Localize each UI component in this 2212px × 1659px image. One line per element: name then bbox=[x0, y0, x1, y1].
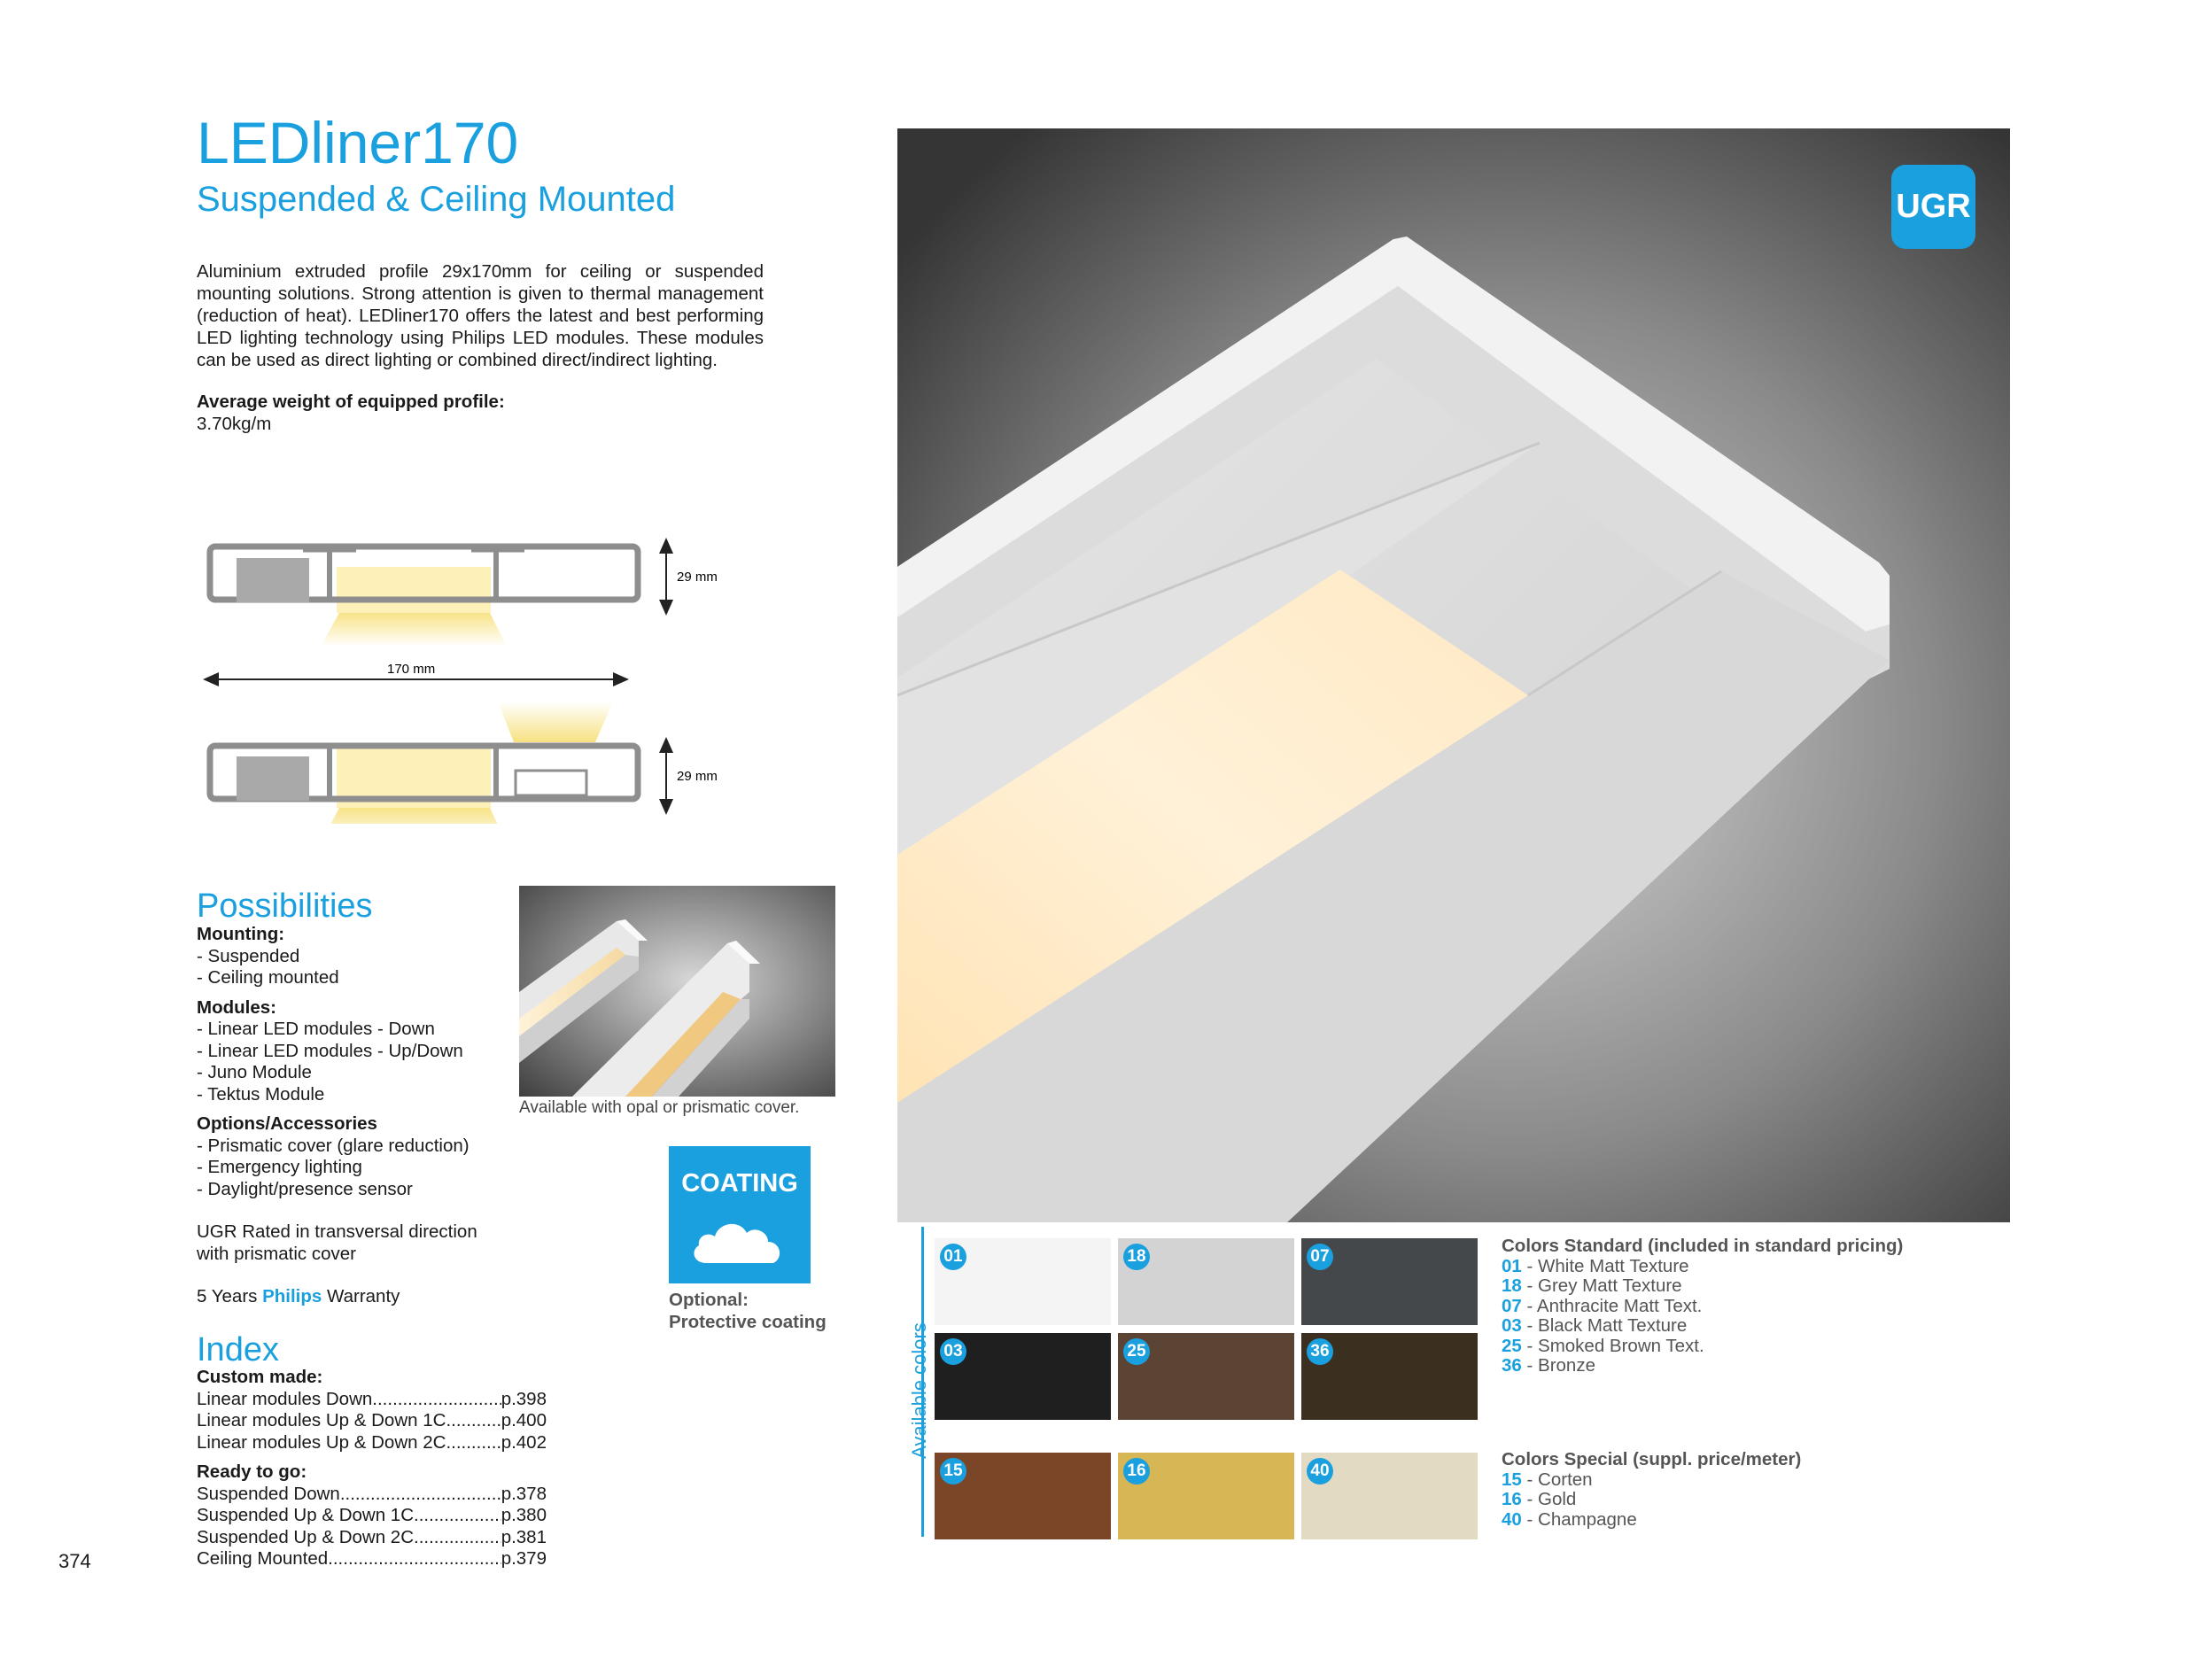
color-swatch bbox=[1118, 1453, 1294, 1539]
options-label: Options/Accessories bbox=[197, 1113, 377, 1134]
swatch-code-badge: 07 bbox=[1307, 1244, 1333, 1270]
coating-note-line-2: Protective coating bbox=[669, 1311, 827, 1332]
legend-item: 40 - Champagne bbox=[1502, 1508, 1637, 1530]
profile-down-drawing bbox=[210, 547, 638, 647]
swatch-code-badge: 18 bbox=[1123, 1244, 1150, 1270]
weight-value: 3.70kg/m bbox=[197, 413, 272, 434]
height-dimension-2: 29 mm bbox=[677, 769, 718, 784]
swatch-code-badge: 25 bbox=[1123, 1338, 1150, 1365]
color-swatch bbox=[935, 1238, 1111, 1325]
colors-standard-legend bbox=[1502, 1236, 1962, 1376]
mounting-label: Mounting: bbox=[197, 924, 285, 944]
legend-item: 15 - Corten bbox=[1502, 1469, 1593, 1490]
ugr-note-line-1: UGR Rated in transversal direction bbox=[197, 1221, 477, 1242]
width-dimension: 170 mm bbox=[387, 662, 436, 677]
available-colors-label: Available colors bbox=[908, 1322, 930, 1459]
possibilities-heading: Possibilities bbox=[197, 888, 373, 925]
legend-item: 16 - Gold bbox=[1502, 1489, 1577, 1509]
color-swatch bbox=[1301, 1238, 1478, 1325]
driver-box bbox=[237, 558, 309, 602]
list-item: - Daylight/presence sensor bbox=[197, 1178, 413, 1199]
color-swatch bbox=[1118, 1238, 1294, 1325]
list-item: - Tektus Module bbox=[197, 1083, 325, 1105]
color-swatch bbox=[1301, 1333, 1478, 1420]
ready-to-go-label: Ready to go: bbox=[197, 1461, 307, 1482]
led-glow-up bbox=[498, 702, 613, 742]
coating-badge-label: COATING bbox=[681, 1169, 798, 1198]
swatch-code-badge: 03 bbox=[940, 1338, 966, 1365]
small-product-photo bbox=[519, 886, 835, 1097]
page-number: 374 bbox=[58, 1550, 91, 1572]
ugr-badge: UGR bbox=[1891, 165, 1975, 249]
list-item: - Emergency lighting bbox=[197, 1157, 362, 1177]
index-entry: Suspended Up & Down 2C ..... p.381 bbox=[197, 1527, 547, 1549]
modules-label: Modules: bbox=[197, 996, 276, 1018]
colors-special-heading: Colors Special (suppl. price/meter) bbox=[1502, 1449, 1802, 1469]
philips-brand: Philips bbox=[262, 1286, 322, 1306]
legend-item: 03 - Black Matt Texture bbox=[1502, 1315, 1688, 1336]
swatch-code-badge: 01 bbox=[940, 1244, 966, 1270]
color-swatch bbox=[1118, 1333, 1294, 1420]
legend-item: 36 - Bronze bbox=[1502, 1355, 1595, 1376]
height-dimension-1: 29 mm bbox=[677, 570, 718, 585]
coating-badge bbox=[669, 1146, 811, 1283]
coating-note-line-1: Optional: bbox=[669, 1290, 749, 1310]
colors-special-legend bbox=[1502, 1450, 1962, 1530]
list-item: - Ceiling mounted bbox=[197, 967, 339, 988]
main-product-photo bbox=[897, 128, 2010, 1222]
small-photo-caption: Available with opal or prismatic cover. bbox=[519, 1098, 800, 1117]
list-item: - Linear LED modules - Up/Down bbox=[197, 1040, 463, 1061]
product-subtitle: Suspended & Ceiling Mounted bbox=[197, 180, 676, 219]
swatch-code-badge: 15 bbox=[940, 1458, 966, 1485]
index-entry: Ceiling Mounted ..... p.379 bbox=[197, 1548, 547, 1570]
led-glow-down bbox=[321, 611, 507, 647]
swatch-code-badge: 36 bbox=[1307, 1338, 1333, 1365]
swatch-code-badge: 40 bbox=[1307, 1458, 1333, 1485]
list-item: - Linear LED modules - Down bbox=[197, 1019, 435, 1039]
index-entry: Suspended Up & Down 1C ..... p.380 bbox=[197, 1505, 547, 1527]
list-item: - Juno Module bbox=[197, 1062, 312, 1082]
led-glow-down-2 bbox=[321, 806, 507, 824]
index-entry: Suspended Down ..... p.378 bbox=[197, 1484, 547, 1506]
possibilities-list bbox=[197, 924, 516, 1308]
product-description: Aluminium extruded profile 29x170mm for ceiling or suspended mounting solutions. Strong attention is given to thermal management (reduction of heat). LEDliner170 offers the latest and best performing LED lighting technology using Philips LED modules. These modules can be used as direct lighting or combined direct/indirect lighting. bbox=[197, 261, 764, 370]
profile-up-down-drawing bbox=[210, 702, 638, 824]
cloud-icon bbox=[687, 1208, 793, 1270]
warranty-note: 5 Years Philips Warranty bbox=[197, 1286, 400, 1306]
ugr-note-line-2: with prismatic cover bbox=[197, 1243, 356, 1264]
index-entry: Linear modules Up & Down 2C ..... p.402 bbox=[197, 1432, 547, 1454]
list-item: - Suspended bbox=[197, 945, 300, 966]
weight-label: Average weight of equipped profile: bbox=[197, 391, 505, 412]
legend-item: 07 - Anthracite Matt Text. bbox=[1502, 1295, 1703, 1316]
index-entry: Linear modules Up & Down 1C ..... p.400 bbox=[197, 1410, 547, 1432]
product-title: LEDliner170 bbox=[197, 110, 519, 175]
index-list bbox=[197, 1367, 547, 1570]
profile-cross-section-drawing bbox=[197, 523, 746, 824]
legend-item: 01 - White Matt Texture bbox=[1502, 1255, 1689, 1276]
color-swatch bbox=[1301, 1453, 1478, 1539]
custom-made-label: Custom made: bbox=[197, 1367, 323, 1387]
color-swatch bbox=[935, 1453, 1111, 1539]
index-entry: Linear modules Down ..... p.398 bbox=[197, 1389, 547, 1411]
legend-item: 18 - Grey Matt Texture bbox=[1502, 1275, 1682, 1296]
index-heading: Index bbox=[197, 1331, 279, 1368]
legend-item: 25 - Smoked Brown Text. bbox=[1502, 1335, 1704, 1356]
colors-standard-heading: Colors Standard (included in standard pricing) bbox=[1502, 1236, 1904, 1256]
weight-block bbox=[197, 391, 505, 435]
list-item: - Prismatic cover (glare reduction) bbox=[197, 1135, 470, 1156]
coating-note bbox=[669, 1290, 827, 1333]
color-swatch bbox=[935, 1333, 1111, 1420]
swatch-code-badge: 16 bbox=[1123, 1458, 1150, 1485]
